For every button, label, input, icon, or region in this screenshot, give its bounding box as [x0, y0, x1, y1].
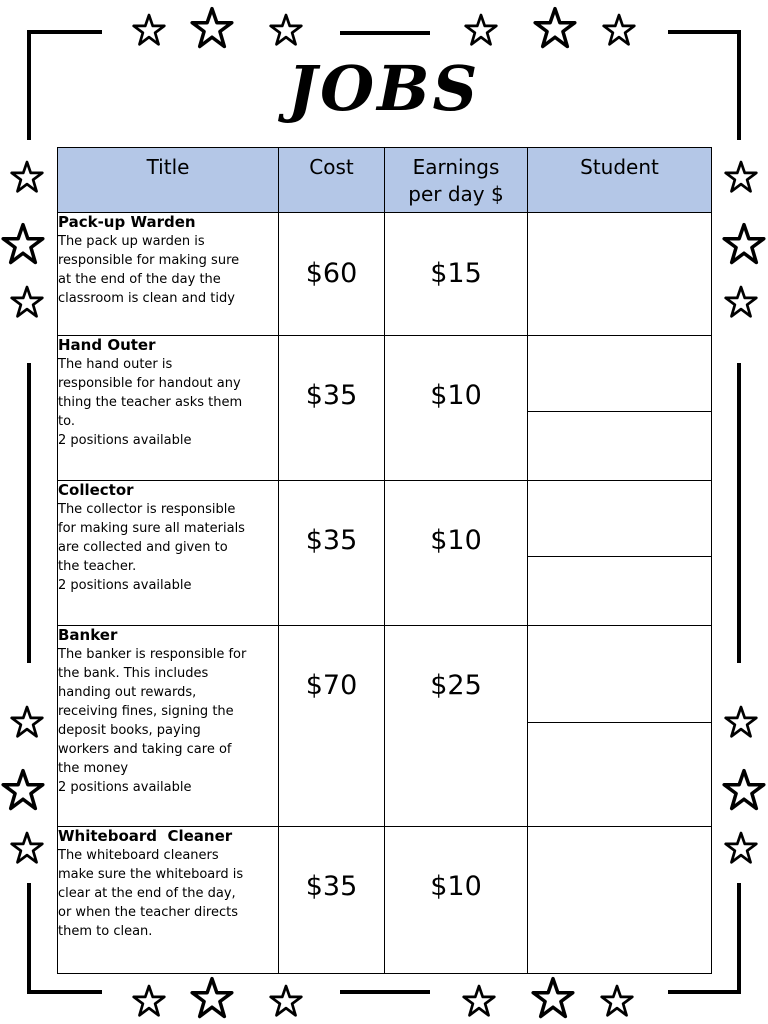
table-row: [58, 626, 712, 827]
star-outline-icon: [602, 13, 636, 47]
job-name: Collector: [58, 481, 134, 499]
cost-cell: [279, 827, 385, 974]
star-outline-icon: [190, 6, 234, 50]
star-outline-icon: [533, 6, 577, 50]
job-title-cell: [58, 626, 279, 827]
table-row: [58, 481, 712, 626]
job-name: Whiteboard Cleaner: [58, 827, 233, 845]
job-earnings: $25: [430, 670, 482, 701]
cost-cell: [279, 481, 385, 626]
star-outline-icon: [724, 160, 758, 194]
earnings-cell: [385, 481, 528, 626]
header-earnings: [385, 148, 528, 213]
job-description: The pack up warden is responsible for making sure at the end of the day the classroom is clean and tidy: [58, 234, 240, 306]
border-bottom-left: [27, 990, 102, 994]
student-slot[interactable]: [528, 213, 712, 336]
job-title-cell: [58, 213, 279, 336]
cost-cell: [279, 626, 385, 827]
star-outline-icon: [10, 705, 44, 739]
border-left-middle: [27, 363, 31, 663]
star-outline-icon: [462, 984, 496, 1018]
star-outline-icon: [722, 768, 766, 812]
table-row: [58, 213, 712, 336]
star-outline-icon: [10, 160, 44, 194]
border-top-left: [27, 30, 102, 34]
job-earnings: $10: [430, 871, 482, 902]
page-title: JOBS: [287, 52, 481, 125]
star-outline-icon: [190, 976, 234, 1020]
star-outline-icon: [132, 984, 166, 1018]
border-right-bottom: [737, 883, 741, 993]
job-cost: $35: [305, 380, 358, 411]
job-cost: $35: [305, 871, 358, 902]
earnings-cell: [385, 336, 528, 481]
star-outline-icon: [531, 976, 575, 1020]
star-outline-icon: [464, 13, 498, 47]
job-cost: $70: [305, 670, 358, 701]
header-title: Title: [58, 148, 279, 213]
student-slot[interactable]: [528, 827, 712, 974]
star-outline-icon: [724, 831, 758, 865]
star-outline-icon: [132, 13, 166, 47]
border-right-middle: [737, 363, 741, 663]
job-title-cell: [58, 827, 279, 974]
job-description: The whiteboard cleaners make sure the whiteboard is clear at the end of the day, or when the teacher directs them to clean.: [58, 848, 244, 939]
border-left-bottom: [27, 883, 31, 993]
header-earnings-line2: per day $: [408, 182, 504, 206]
cost-cell: [279, 336, 385, 481]
slot-divider: [528, 556, 711, 557]
star-outline-icon: [10, 831, 44, 865]
table-header-row: [58, 148, 712, 213]
job-description: The banker is responsible for the bank. This includes handing out rewards, receiving fines, signing the deposit books, paying workers and taking care of the money 2 positions available: [58, 647, 247, 795]
student-slot[interactable]: [528, 481, 712, 626]
job-description: The hand outer is responsible for handout any thing the teacher asks them to. 2 positions available: [58, 357, 243, 448]
star-outline-icon: [10, 285, 44, 319]
job-name: Banker: [58, 626, 118, 644]
star-outline-icon: [1, 768, 45, 812]
slot-divider: [528, 411, 711, 412]
header-earnings-line1: Earnings: [412, 155, 500, 179]
job-earnings: $10: [430, 380, 482, 411]
border-top-right: [668, 30, 741, 34]
earnings-cell: [385, 827, 528, 974]
job-earnings: $15: [430, 258, 482, 289]
job-cost: $60: [305, 258, 358, 289]
header-cost: Cost: [279, 148, 385, 213]
student-slot[interactable]: [528, 626, 712, 827]
border-bottom-center: [340, 990, 430, 994]
jobs-table: [57, 147, 712, 974]
job-title-cell: [58, 336, 279, 481]
star-outline-icon: [269, 13, 303, 47]
job-description: The collector is responsible for making sure all materials are collected and given to the teacher. 2 positions available: [58, 502, 245, 593]
star-outline-icon: [724, 705, 758, 739]
job-earnings: $10: [430, 525, 482, 556]
star-outline-icon: [1, 222, 45, 266]
earnings-cell: [385, 213, 528, 336]
table-row: [58, 336, 712, 481]
student-slot[interactable]: [528, 336, 712, 481]
earnings-cell: [385, 626, 528, 827]
star-outline-icon: [269, 984, 303, 1018]
job-cost: $35: [305, 525, 358, 556]
job-title-cell: [58, 481, 279, 626]
star-outline-icon: [722, 222, 766, 266]
border-bottom-right: [668, 990, 741, 994]
border-top-center: [340, 31, 430, 35]
cost-cell: [279, 213, 385, 336]
slot-divider: [528, 722, 711, 723]
table-row: [58, 827, 712, 974]
job-name: Hand Outer: [58, 336, 156, 354]
star-outline-icon: [724, 285, 758, 319]
job-name: Pack-up Warden: [58, 213, 196, 231]
header-student: Student: [528, 148, 712, 213]
star-outline-icon: [600, 984, 634, 1018]
